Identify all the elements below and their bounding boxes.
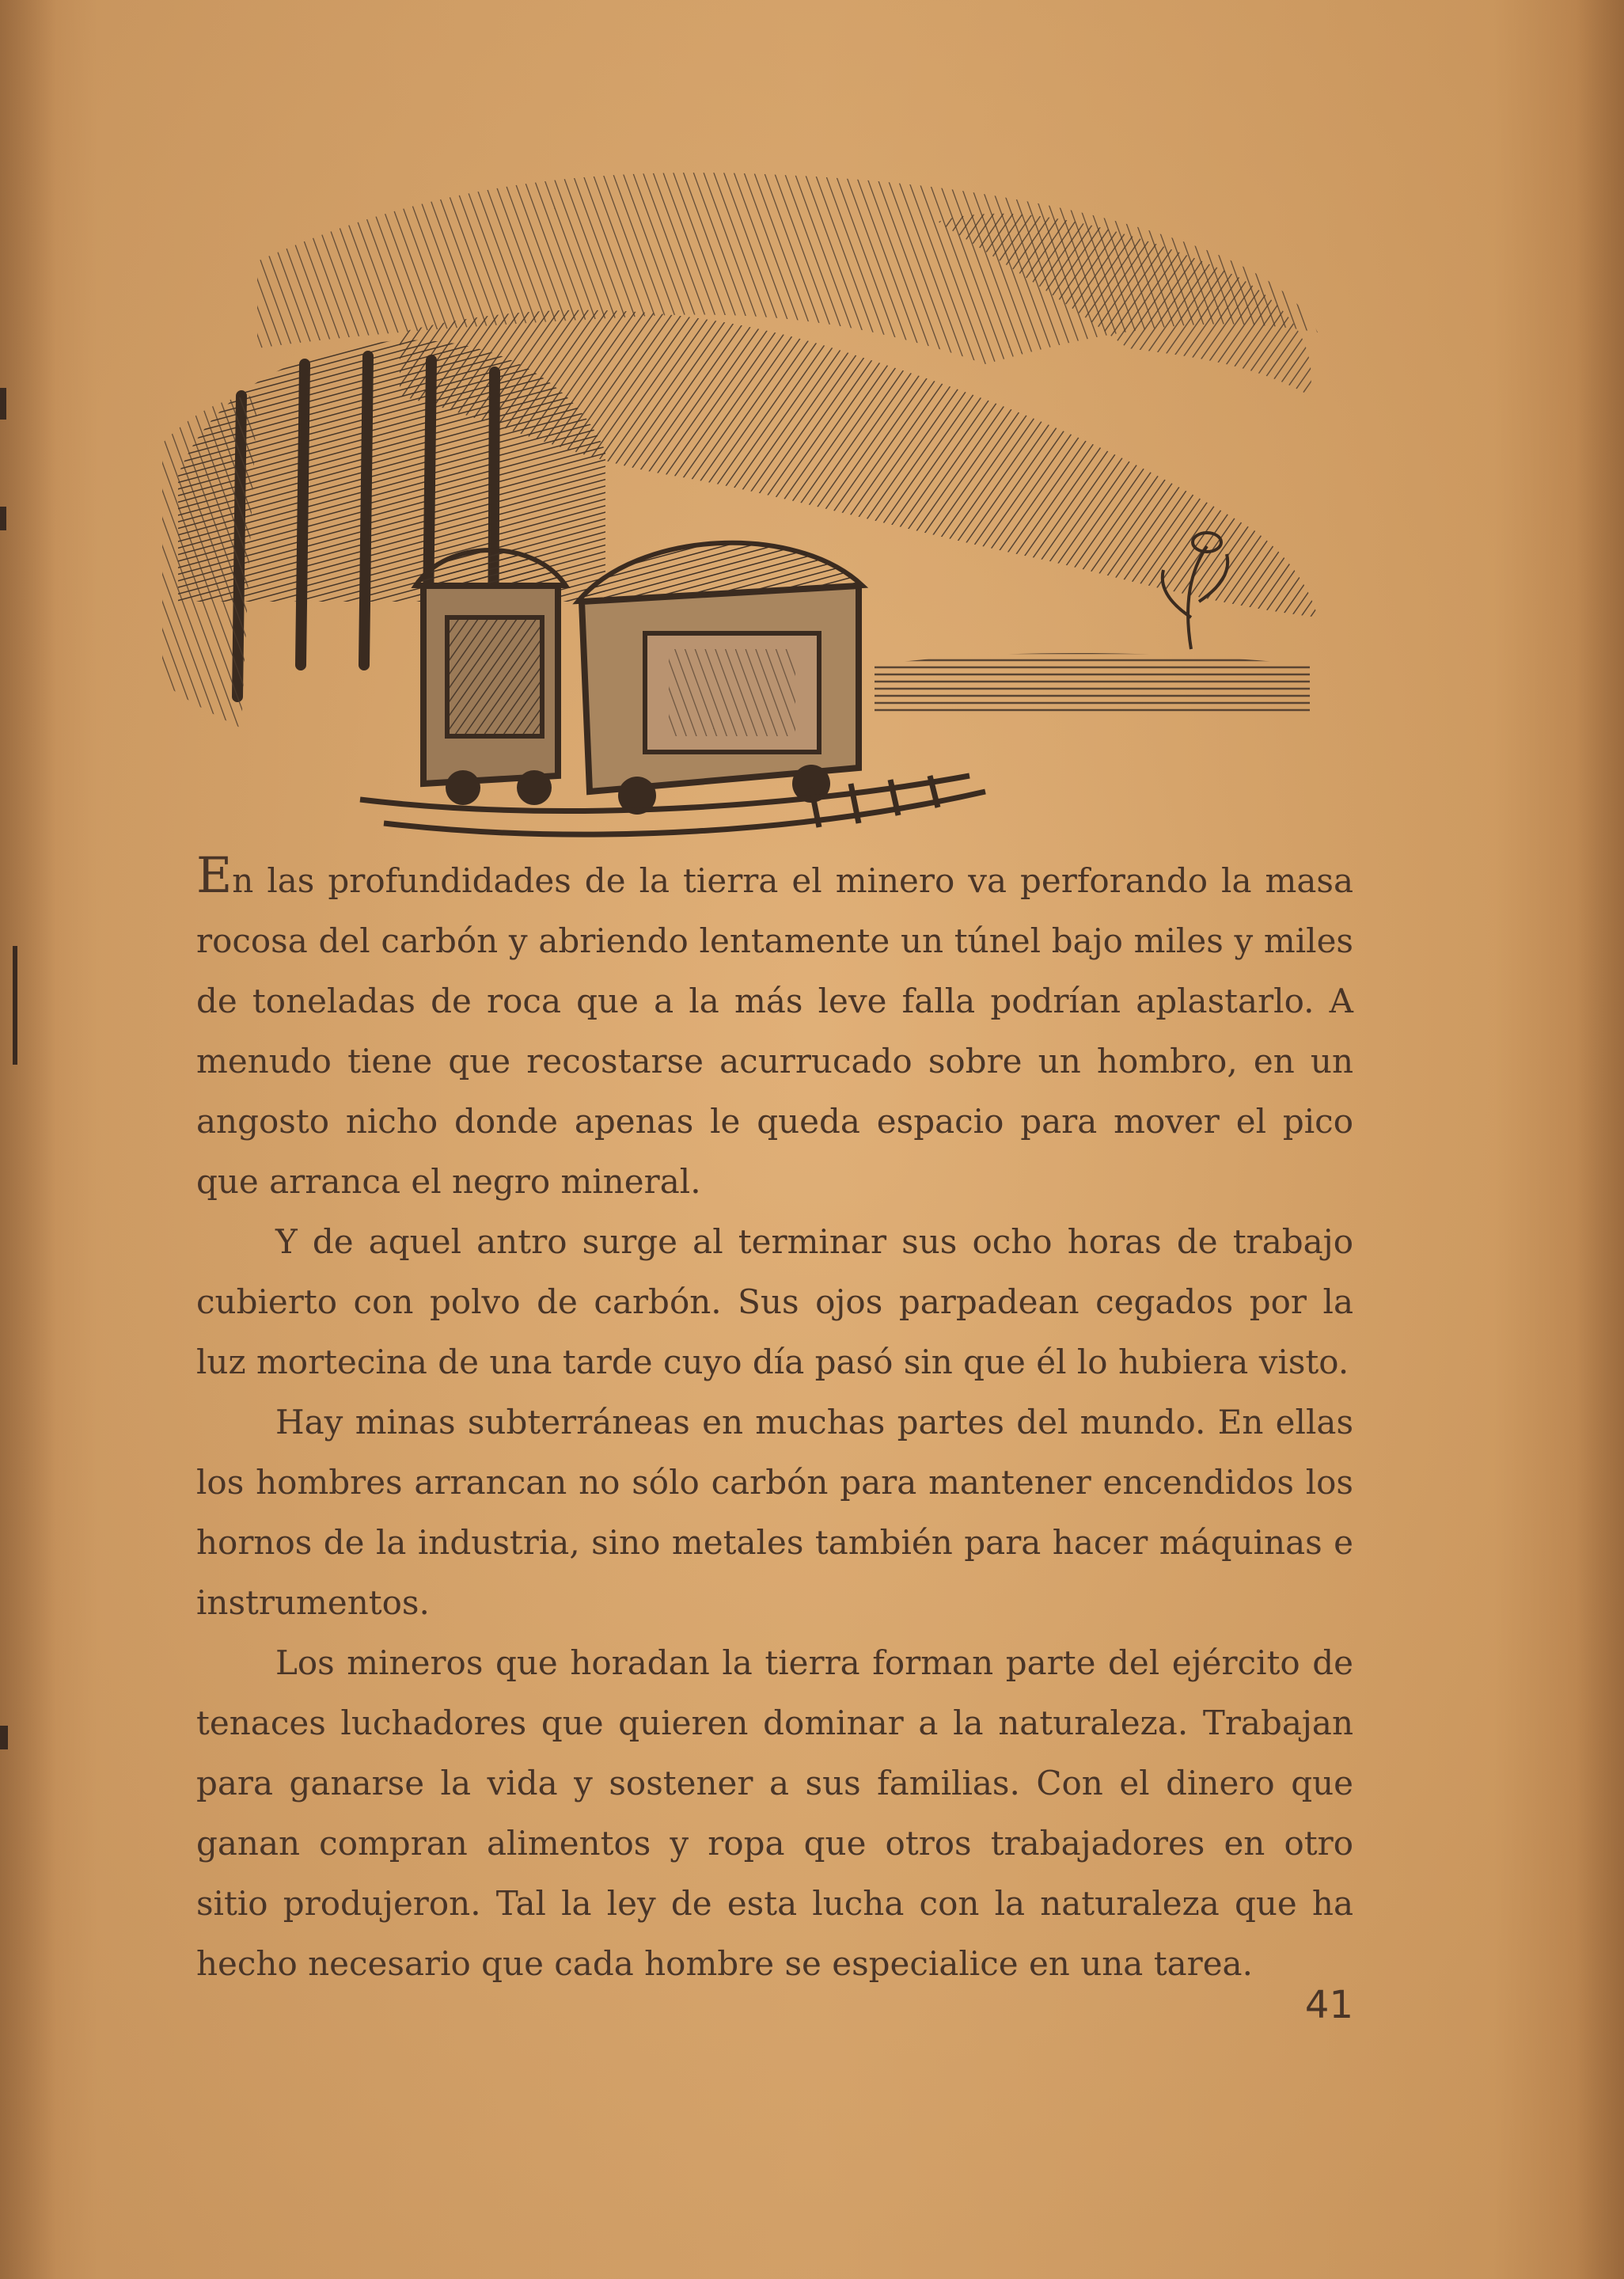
margin-mark xyxy=(13,946,17,1065)
mine-illustration xyxy=(162,158,1349,855)
paragraph-text: Y de aquel antro surge al terminar sus ocho horas de trabajo cubierto con polvo de carbón. Sus ojos parpadean cegados por la luz mortecina de una tarde cuyo día pasó sin que él lo hubiera visto. xyxy=(196,1222,1353,1381)
mine-cart xyxy=(578,543,863,792)
mine-cart xyxy=(415,550,566,784)
paragraph xyxy=(196,846,1353,1212)
page-shadow-left xyxy=(0,0,55,2279)
page-number: 41 xyxy=(1304,1983,1353,2027)
paragraph-text: Los mineros que horadan la tierra forman parte del ejército de tenaces luchadores que quieren dominar a la naturaleza. Trabajan para ganarse la vida y sostener a sus familias. Con el dinero que ganan compran alimentos y ropa que otros trabajadores en otro sitio produjeron. Tal la ley de esta lucha con la naturaleza que ha hecho necesario que cada hombre se especialice en una tarea. xyxy=(196,1643,1353,1983)
paragraph xyxy=(196,1392,1353,1633)
paragraph-text: n las profundidades de la tierra el minero va perforando la masa rocosa del carbón y abriendo lentamente un túnel bajo miles y miles de toneladas de roca que a la más leve falla podrían aplastarlo. A menudo tiene que recostarse acurrucado sobre un hombro, en un angosto nicho donde apenas le queda espacio para mover el pico que arranca el negro mineral. xyxy=(196,861,1353,1201)
body-text xyxy=(196,846,1353,1994)
paragraph xyxy=(196,1633,1353,1994)
page-shadow-right xyxy=(1577,0,1624,2279)
margin-mark xyxy=(0,388,6,420)
drop-cap: E xyxy=(196,846,233,904)
field-shape xyxy=(875,653,1310,712)
paragraph xyxy=(196,1212,1353,1392)
margin-mark xyxy=(0,1726,8,1749)
margin-mark xyxy=(0,507,6,530)
rock-wall xyxy=(162,396,257,728)
paragraph-text: Hay minas subterráneas en muchas partes del mundo. En ellas los hombres arrancan no sólo carbón para mantener encendidos los hornos de la industria, sino metales también para hacer máquinas e instrumentos. xyxy=(196,1403,1353,1622)
